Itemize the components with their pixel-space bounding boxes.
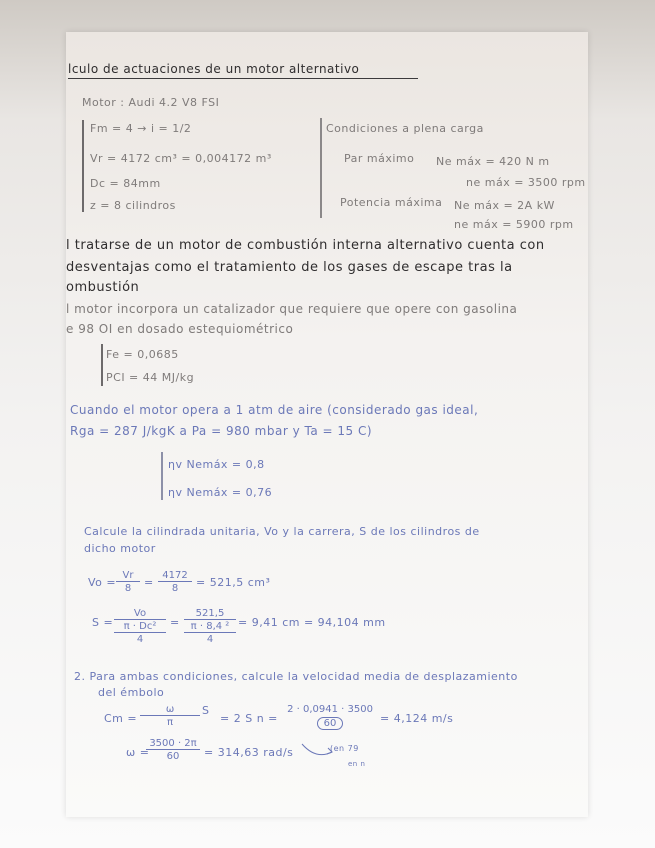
cm-num-1: ω <box>165 704 175 715</box>
s-num-2: 521,5 <box>195 608 225 619</box>
s-den-1b: 4 <box>114 632 166 645</box>
vo-num-2: 4172 <box>162 570 188 581</box>
cm-mid: = 2 S n = <box>220 712 278 725</box>
s-num-1: Vo <box>133 608 147 619</box>
s-den-2b: 4 <box>184 632 236 645</box>
w-den: 60 <box>146 749 200 762</box>
cm-den-2: 60 <box>317 717 344 730</box>
page-title: lculo de actuaciones de un motor alternativo <box>68 62 360 76</box>
s-lhs: S = <box>92 616 114 629</box>
s-den-2: π · 8,4 ² <box>184 619 236 632</box>
conditions-header: Condiciones a plena carga <box>326 122 484 135</box>
eff-nemax-pot: ηv Nemáx = 0,76 <box>168 486 273 499</box>
pot-ne-max: Ne máx = 2A kW <box>454 199 555 212</box>
vo-lhs: Vo = <box>88 576 117 589</box>
conditions-divider <box>320 118 322 218</box>
w-fraction <box>146 738 200 762</box>
question-2-line-1: 2. Para ambas condiciones, calcule la velocidad media de desplazamiento <box>74 670 518 683</box>
w-side-note-2: en n <box>348 760 366 768</box>
cm-s: S <box>202 704 210 717</box>
question-1-line-2: dicho motor <box>84 542 156 555</box>
s-fraction-1 <box>114 608 166 645</box>
spec-z: z = 8 cilindros <box>90 199 176 212</box>
paragraph-2-line-1: l motor incorpora un catalizador que requiere que opere con gasolina <box>66 302 518 316</box>
title-underline <box>68 78 418 79</box>
cm-fraction-2 <box>282 704 378 730</box>
paragraph-3-line-1: Cuando el motor opera a 1 atm de aire (considerado gas ideal, <box>70 403 479 417</box>
cm-den-1: π <box>140 715 200 728</box>
par-n-max: ne máx = 3500 rpm <box>466 176 586 189</box>
spec-fm: Fm = 4 → i = 1/2 <box>90 122 192 135</box>
vo-den-2: 8 <box>158 581 192 594</box>
spec-vr: Vr = 4172 cm³ = 0,004172 m³ <box>90 152 272 165</box>
paragraph-3-line-2: Rga = 287 J/kgK a Pa = 980 mbar y Ta = 15 C) <box>70 424 373 438</box>
cm-lhs: Cm = <box>104 712 138 725</box>
arrow-scribble-icon <box>300 738 340 762</box>
efficiency-bracket <box>161 452 163 500</box>
spec-dc: Dc = 84mm <box>90 177 161 190</box>
cm-fraction-1 <box>140 704 200 728</box>
w-result: = 314,63 rad/s <box>204 746 294 759</box>
vo-fraction-2 <box>158 570 192 594</box>
fuel-pci: PCI = 44 MJ/kg <box>106 371 195 384</box>
fuel-bracket <box>101 344 103 386</box>
question-2-line-2: del émbolo <box>98 686 165 699</box>
question-1-line-1: Calcule la cilindrada unitaria, Vo y la carrera, S de los cilindros de <box>84 525 480 538</box>
paragraph-1-line-2: desventajas como el tratamiento de los gases de escape tras la <box>66 260 513 275</box>
s-fraction-2 <box>184 608 236 645</box>
vo-equals: = <box>144 576 154 589</box>
vo-result: = 521,5 cm³ <box>196 576 271 589</box>
specs-bracket <box>82 120 84 212</box>
eff-nemax-par: ηv Nemáx = 0,8 <box>168 458 265 471</box>
motor-model: Motor : Audi 4.2 V8 FSI <box>82 96 220 109</box>
paragraph-2-line-2: e 98 OI en dosado estequiométrico <box>66 322 294 336</box>
w-side-note: (en 79 <box>330 744 359 753</box>
w-lhs: ω = <box>126 746 150 759</box>
par-maximo-label: Par máximo <box>344 152 415 165</box>
cm-result: = 4,124 m/s <box>380 712 454 725</box>
w-num: 3500 · 2π <box>149 738 197 749</box>
cm-num-2: 2 · 0,0941 · 3500 <box>287 704 373 715</box>
fuel-fe: Fe = 0,0685 <box>106 348 179 361</box>
potencia-maxima-label: Potencia máxima <box>340 196 443 209</box>
vo-num-1: Vr <box>122 570 134 581</box>
vo-fraction-1 <box>116 570 140 594</box>
paragraph-1-line-3: ombustión <box>66 280 140 295</box>
par-ne-max: Ne máx = 420 N m <box>436 155 550 168</box>
paragraph-1-line-1: l tratarse de un motor de combustión interna alternativo cuenta con <box>66 238 545 253</box>
pot-n-max: ne máx = 5900 rpm <box>454 218 574 231</box>
s-result: = 9,41 cm = 94,104 mm <box>238 616 386 629</box>
s-den-1: π · Dc² <box>114 619 166 632</box>
vo-den-1: 8 <box>116 581 140 594</box>
s-equals: = <box>170 616 180 629</box>
